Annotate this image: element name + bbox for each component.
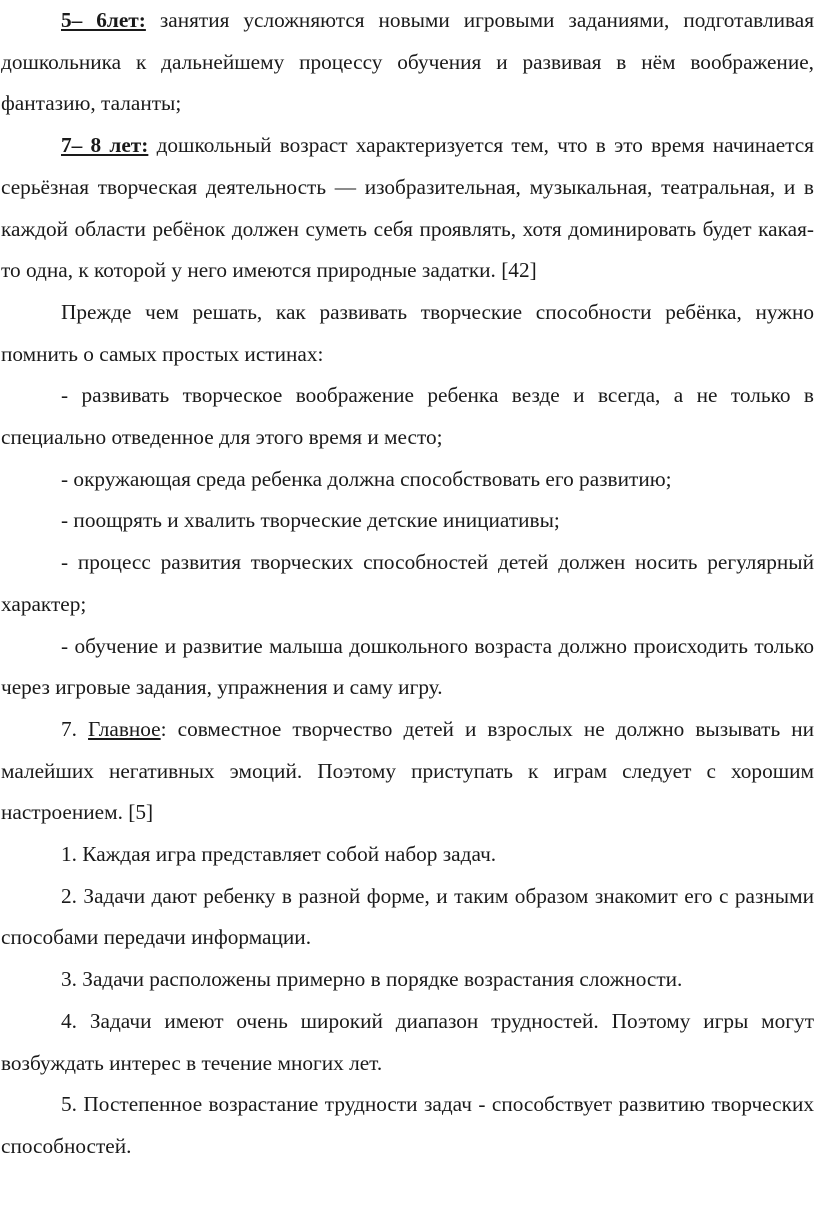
paragraph-text: 5. Постепенное возрастание трудности задач - способствует развитию творческих способностей. [1,1092,814,1158]
paragraph-text: 2. Задачи дают ребенку в разной форме, и таким образом знакомит его с разными способами передачи информации. [1,883,814,950]
paragraph-text: 3. Задачи расположены примерно в порядке возрастания сложности. [61,967,683,992]
item-number: 7. [61,716,89,741]
main-point-label: Главное [88,716,161,741]
age-range-label: 5– 6лет: [61,8,146,32]
paragraph-text: Прежде чем решать, как развивать творческие способности ребёнка, нужно помнить о самых простых истинах: [1,299,814,366]
paragraph-text: - обучение и развитие малыша дошкольного возраста должно происходить только через игровые задания, упражнения и саму игру. [1,633,814,700]
paragraph-text: - процесс развития творческих способностей детей должен носить регулярный характер; [1,550,814,616]
paragraph-main-point [1,709,814,834]
list-item-numbered [1,1001,814,1084]
list-item-truth [1,500,814,542]
paragraph-text: - окружающая среда ребенка должна способствовать его развитию; [61,466,672,491]
age-range-label: 7– 8 лет: [61,133,149,158]
paragraph-text: : совместное творчество детей и взрослых не должно вызывать ни малейших негативных эмоций. Поэтому приступать к играм следует с хорошим настроением. [5] [1,716,815,825]
paragraph-text: дошкольный возраст характеризуется тем, что в это время начинается серьёзная творческая деятельность — изобразительная, музыкальная, театральная, и в каждой области ребёнок должен суметь себя проявлять, хотя доминировать будет какая-то одна, к которой у него имеются природные задатки. [42] [1,133,814,283]
list-item-truth [1,375,814,458]
list-item-numbered [1,876,814,959]
list-item-truth [1,459,814,501]
list-item-truth [1,626,814,709]
list-item-numbered [1,959,814,1001]
paragraph-intro [1,292,814,375]
paragraph-text: 4. Задачи имеют очень широкий диапазон трудностей. Поэтому игры могут возбуждать интерес в течение многих лет. [1,1008,814,1075]
list-item-truth [1,542,814,625]
list-item-numbered [1,1084,814,1167]
paragraph-text: - поощрять и хвалить творческие детские инициативы; [61,508,560,533]
list-item-numbered [1,834,814,876]
paragraph-text: - развивать творческое воображение ребенка везде и всегда, а не только в специально отведенное для этого время и место; [1,383,814,450]
paragraph-age-7-8 [1,125,814,292]
paragraph-text: 1. Каждая игра представляет собой набор задач. [61,842,497,867]
paragraph-text: занятия усложняются новыми игровыми заданиями, подготавливая дошкольника к дальнейшему процессу обучения и развивая в нём воображение, фантазию, таланты; [1,8,814,116]
paragraph-age-5-6 [1,0,814,125]
